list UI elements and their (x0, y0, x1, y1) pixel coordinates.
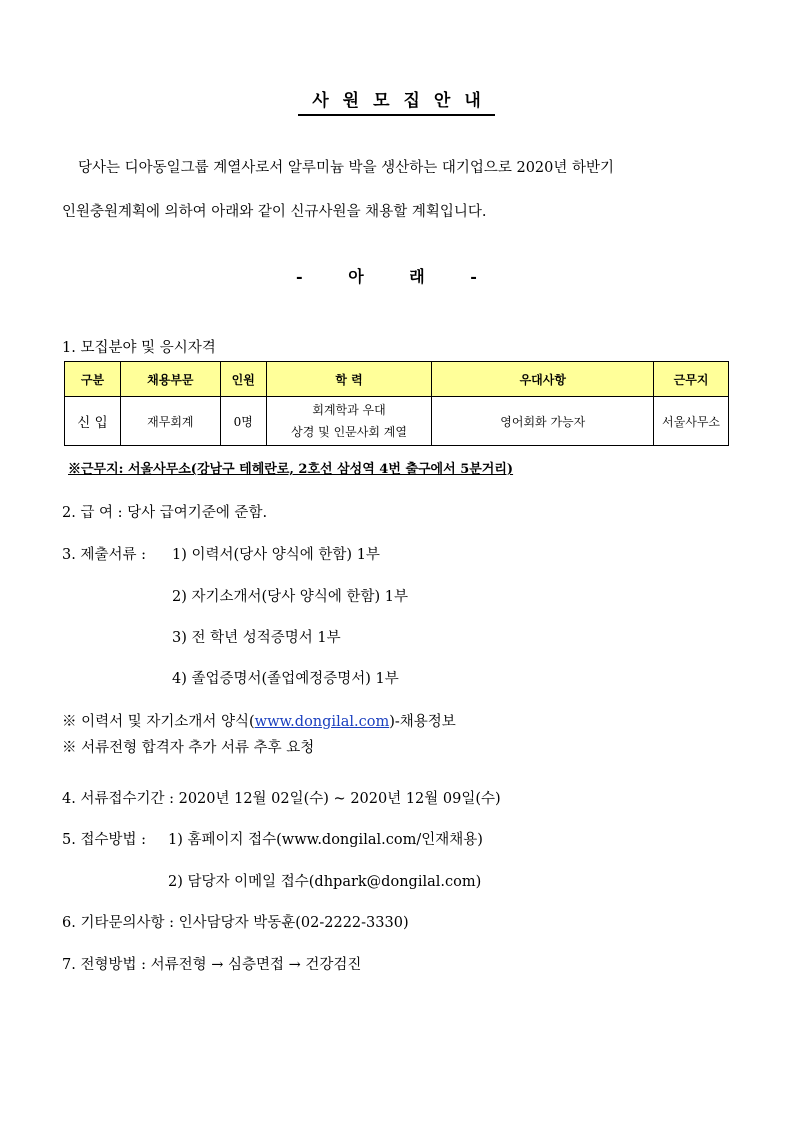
cell-education-line-1: 회계학과 우대 (312, 403, 386, 417)
table-header-row (65, 362, 729, 397)
intro-line-1: 당사는 디아동일그룹 계열사로서 알루미늄 박을 생산하는 대기업으로 2020년 하반기 (78, 160, 615, 176)
document-item-1: 1) 이력서(당사 양식에 한함) 1부 (172, 547, 380, 563)
remark-1 (62, 710, 456, 731)
cell-department: 재무회계 (120, 397, 220, 446)
cell-count: 0명 (220, 397, 266, 446)
document-item-3: 3) 전 학년 성적증명서 1부 (172, 630, 341, 646)
cell-category: 신 입 (65, 397, 121, 446)
cell-preference: 영어회화 가능자 (432, 397, 654, 446)
website-link[interactable]: www.dongilal.com (254, 714, 390, 730)
table-row (65, 397, 729, 446)
ahrae-heading: - 아 래 - (296, 267, 497, 286)
cell-education-line-2: 상경 및 인문사회 계열 (291, 425, 407, 439)
remark-2: ※ 서류전형 합격자 추가 서류 추후 요청 (62, 740, 315, 756)
section-5-label: 5. 접수방법 : (62, 832, 146, 848)
method-item-1: 1) 홈페이지 접수(www.dongilal.com/인재채용) (168, 832, 483, 848)
remark-1-prefix: ※ 이력서 및 자기소개서 양식( (62, 714, 255, 730)
table-header-cell: 구분 (65, 362, 121, 397)
table-header-cell: 우대사항 (432, 362, 654, 397)
section-4-period: 4. 서류접수기간 : 2020년 12월 02일(수) ~ 2020년 12월 09일(수) (62, 791, 501, 807)
table-header-cell: 근무지 (654, 362, 729, 397)
page-title: 사원모집안내 (298, 86, 495, 116)
section-2-salary: 2. 급 여 : 당사 급여기준에 준함. (62, 505, 268, 521)
remark-1-suffix: )-채용정보 (389, 714, 456, 730)
section-3-label: 3. 제출서류 : (62, 547, 146, 563)
page-title-wrap (0, 86, 793, 116)
workplace-note: ※근무지: 서울사무소(강남구 테헤란로, 2호선 삼성역 4번 출구에서 5분거리) (68, 462, 514, 477)
section-1-heading: 1. 모집분야 및 응시자격 (62, 340, 216, 356)
document-item-4: 4) 졸업증명서(졸업예정증명서) 1부 (172, 671, 399, 687)
intro-line-2: 인원충원계획에 의하여 아래와 같이 신규사원을 채용할 계획입니다. (62, 204, 487, 220)
recruit-table (64, 361, 729, 446)
table-header-cell: 채용부문 (120, 362, 220, 397)
cell-education (266, 397, 432, 446)
section-7-process: 7. 전형방법 : 서류전형 → 심층면접 → 건강검진 (62, 957, 362, 973)
table-header-cell: 학 력 (266, 362, 432, 397)
document-item-2: 2) 자기소개서(당사 양식에 한함) 1부 (172, 589, 408, 605)
section-6-contact: 6. 기타문의사항 : 인사담당자 박동훈(02-2222-3330) (62, 915, 409, 931)
cell-location: 서울사무소 (654, 397, 729, 446)
table-header-cell: 인원 (220, 362, 266, 397)
method-item-2: 2) 담당자 이메일 접수(dhpark@dongilal.com) (168, 874, 482, 890)
